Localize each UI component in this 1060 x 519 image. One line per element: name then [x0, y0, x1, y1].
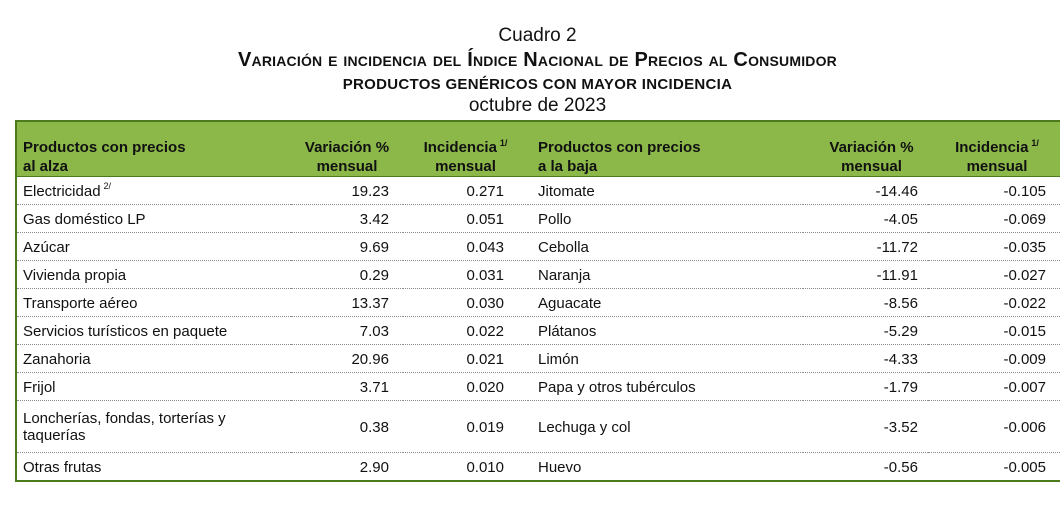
table-row — [16, 205, 1060, 233]
down-variation-cell: -3.52 — [803, 401, 928, 453]
down-product-cell: Plátanos — [528, 317, 803, 345]
down-product-cell: Huevo — [528, 452, 803, 481]
up-product-cell: Servicios turísticos en paquete — [16, 317, 291, 345]
down-variation-cell: -11.91 — [803, 261, 928, 289]
down-product-cell: Limón — [528, 345, 803, 373]
up-product-cell: Transporte aéreo — [16, 289, 291, 317]
up-variation-cell: 0.38 — [291, 401, 403, 453]
table-subtitle: PRODUCTOS GENÉRICOS CON MAYOR INCIDENCIA — [342, 76, 733, 93]
down-variation-cell: -4.05 — [803, 205, 928, 233]
up-product-cell: Otras frutas — [16, 452, 291, 481]
col-header-products-down: Productos con precios a la baja — [528, 121, 803, 177]
down-incidence-cell: -0.035 — [928, 233, 1060, 261]
down-variation-cell: -1.79 — [803, 373, 928, 401]
price-incidence-table — [15, 120, 1060, 482]
up-product-cell: Frijol — [16, 373, 291, 401]
up-variation-cell: 7.03 — [291, 317, 403, 345]
down-variation-cell: -0.56 — [803, 452, 928, 481]
down-incidence-cell: -0.005 — [928, 452, 1060, 481]
up-product-cell: Electricidad $^{2/}$ — [16, 177, 291, 205]
col-header-variation-up: Variación % mensual — [291, 121, 403, 177]
table-row — [16, 401, 1060, 453]
footnote-ref: 1/ — [1031, 138, 1039, 148]
down-product-cell: Pollo — [528, 205, 803, 233]
down-variation-cell: -14.46 — [803, 177, 928, 205]
up-incidence-cell: 0.010 — [403, 452, 528, 481]
up-variation-cell: 3.42 — [291, 205, 403, 233]
down-product-cell: Naranja — [528, 261, 803, 289]
table-row — [16, 177, 1060, 205]
up-product-cell: Vivienda propia — [16, 261, 291, 289]
down-variation-cell: -8.56 — [803, 289, 928, 317]
up-incidence-cell: 0.019 — [403, 401, 528, 453]
table-title: Variación e incidencia del Índice Nacional de Precios al Consumidor — [238, 49, 837, 71]
col-header-variation-down: Variación % mensual — [803, 121, 928, 177]
up-product-cell: Gas doméstico LP — [16, 205, 291, 233]
col-header-incidence-up: Incidencia $^{1/}$ mensual — [403, 121, 528, 177]
down-incidence-cell: -0.069 — [928, 205, 1060, 233]
footnote-ref: 2/ — [103, 181, 112, 191]
up-incidence-cell: 0.021 — [403, 345, 528, 373]
up-incidence-cell: 0.031 — [403, 261, 528, 289]
table-row — [16, 373, 1060, 401]
up-incidence-cell: 0.271 — [403, 177, 528, 205]
col-header-products-up: Productos con precios al alza — [16, 121, 291, 177]
table-row — [16, 345, 1060, 373]
up-incidence-cell: 0.051 — [403, 205, 528, 233]
up-incidence-cell: 0.020 — [403, 373, 528, 401]
down-product-cell: Cebolla — [528, 233, 803, 261]
down-product-cell: Jitomate — [528, 177, 803, 205]
up-variation-cell: 9.69 — [291, 233, 403, 261]
up-product-cell: Zanahoria — [16, 345, 291, 373]
down-incidence-cell: -0.009 — [928, 345, 1060, 373]
down-variation-cell: -11.72 — [803, 233, 928, 261]
table-row — [16, 317, 1060, 345]
table-row — [16, 452, 1060, 481]
up-variation-cell: 3.71 — [291, 373, 403, 401]
table-number: Cuadro 2 — [498, 25, 577, 46]
down-variation-cell: -5.29 — [803, 317, 928, 345]
up-variation-cell: 19.23 — [291, 177, 403, 205]
table-header-row — [16, 121, 1060, 177]
down-product-cell: Lechuga y col — [528, 401, 803, 453]
up-variation-cell: 20.96 — [291, 345, 403, 373]
table-row — [16, 289, 1060, 317]
up-variation-cell: 13.37 — [291, 289, 403, 317]
table-row — [16, 261, 1060, 289]
up-variation-cell: 0.29 — [291, 261, 403, 289]
table-date: octubre de 2023 — [468, 95, 607, 116]
down-product-cell: Papa y otros tubérculos — [528, 373, 803, 401]
down-product-cell: Aguacate — [528, 289, 803, 317]
up-incidence-cell: 0.022 — [403, 317, 528, 345]
down-incidence-cell: -0.006 — [928, 401, 1060, 453]
down-incidence-cell: -0.007 — [928, 373, 1060, 401]
col-header-incidence-down: Incidencia $^{1/}$ mensual — [928, 121, 1060, 177]
down-variation-cell: -4.33 — [803, 345, 928, 373]
down-incidence-cell: -0.022 — [928, 289, 1060, 317]
table-row — [16, 233, 1060, 261]
up-incidence-cell: 0.043 — [403, 233, 528, 261]
down-incidence-cell: -0.105 — [928, 177, 1060, 205]
footnote-ref: 1/ — [499, 138, 508, 148]
down-incidence-cell: -0.015 — [928, 317, 1060, 345]
up-product-cell: Azúcar — [16, 233, 291, 261]
up-incidence-cell: 0.030 — [403, 289, 528, 317]
up-product-cell: Loncherías, fondas, torterías y taquerías — [16, 401, 291, 453]
down-incidence-cell: -0.027 — [928, 261, 1060, 289]
up-variation-cell: 2.90 — [291, 452, 403, 481]
